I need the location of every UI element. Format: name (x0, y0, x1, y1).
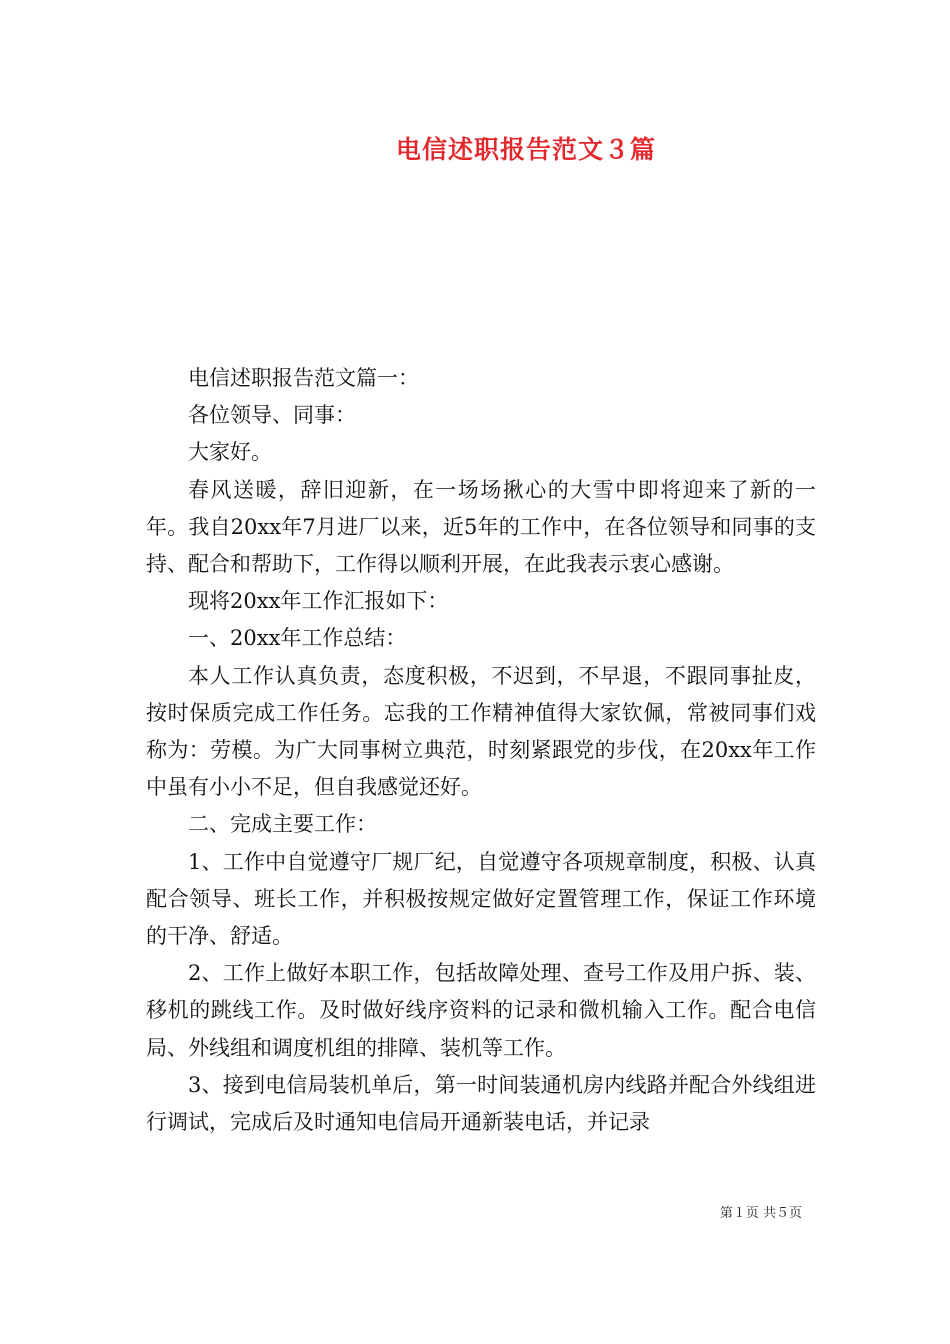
page-number: 第１页 共５页 (719, 1206, 802, 1221)
paragraph: 现将20xx年工作汇报如下： (188, 589, 449, 614)
document-body (146, 360, 816, 1141)
paragraph: 电信述职报告范文篇一： (188, 366, 419, 390)
paragraph: 二、完成主要工作： (188, 812, 377, 837)
paragraph: 2、工作上做好本职工作，包括故障处理、查号工作及用户拆、装、移机的跳线工作。及时做好线序资料的记录和微机输入工作。配合电信局、外线组和调度机组的排障、装机等工作。 (146, 961, 816, 1060)
paragraph: 本人工作认真负责，态度积极，不迟到，不早退，不跟同事扯皮，按时保质完成工作任务。忘我的工作精神值得大家钦佩，常被同事们戏称为：劳模。为广大同事树立典范，时刻紧跟党的步伐，在20xx年工作中虽有小小不足，但自我感觉还好。 (146, 663, 816, 800)
paragraph: 春风送暖，辞旧迎新，在一场场揪心的大雪中即将迎来了新的一年。我自20xx年7月进厂以来，近5年的工作中，在各位领导和同事的支持、配合和帮助下，工作得以顺利开展，在此我表示衷心感谢。 (146, 477, 816, 577)
paragraph: 3、接到电信局装机单后，第一时间装通机房内线路并配合外线组进行调试，完成后及时通知电信局开通新装电话，并记录 (146, 1072, 816, 1135)
document-title: 电信述职报告范文３篇 (395, 135, 656, 164)
paragraph: 1、工作中自觉遵守厂规厂纪，自觉遵守各项规章制度，积极、认真配合领导、班长工作，并积极按规定做好定置管理工作，保证工作环境的干净、舒适。 (146, 849, 816, 949)
paragraph: 大家好。 (188, 440, 272, 465)
paragraph: 各位领导、同事： (188, 403, 356, 428)
paragraph: 一、20xx年工作总结： (188, 626, 407, 651)
